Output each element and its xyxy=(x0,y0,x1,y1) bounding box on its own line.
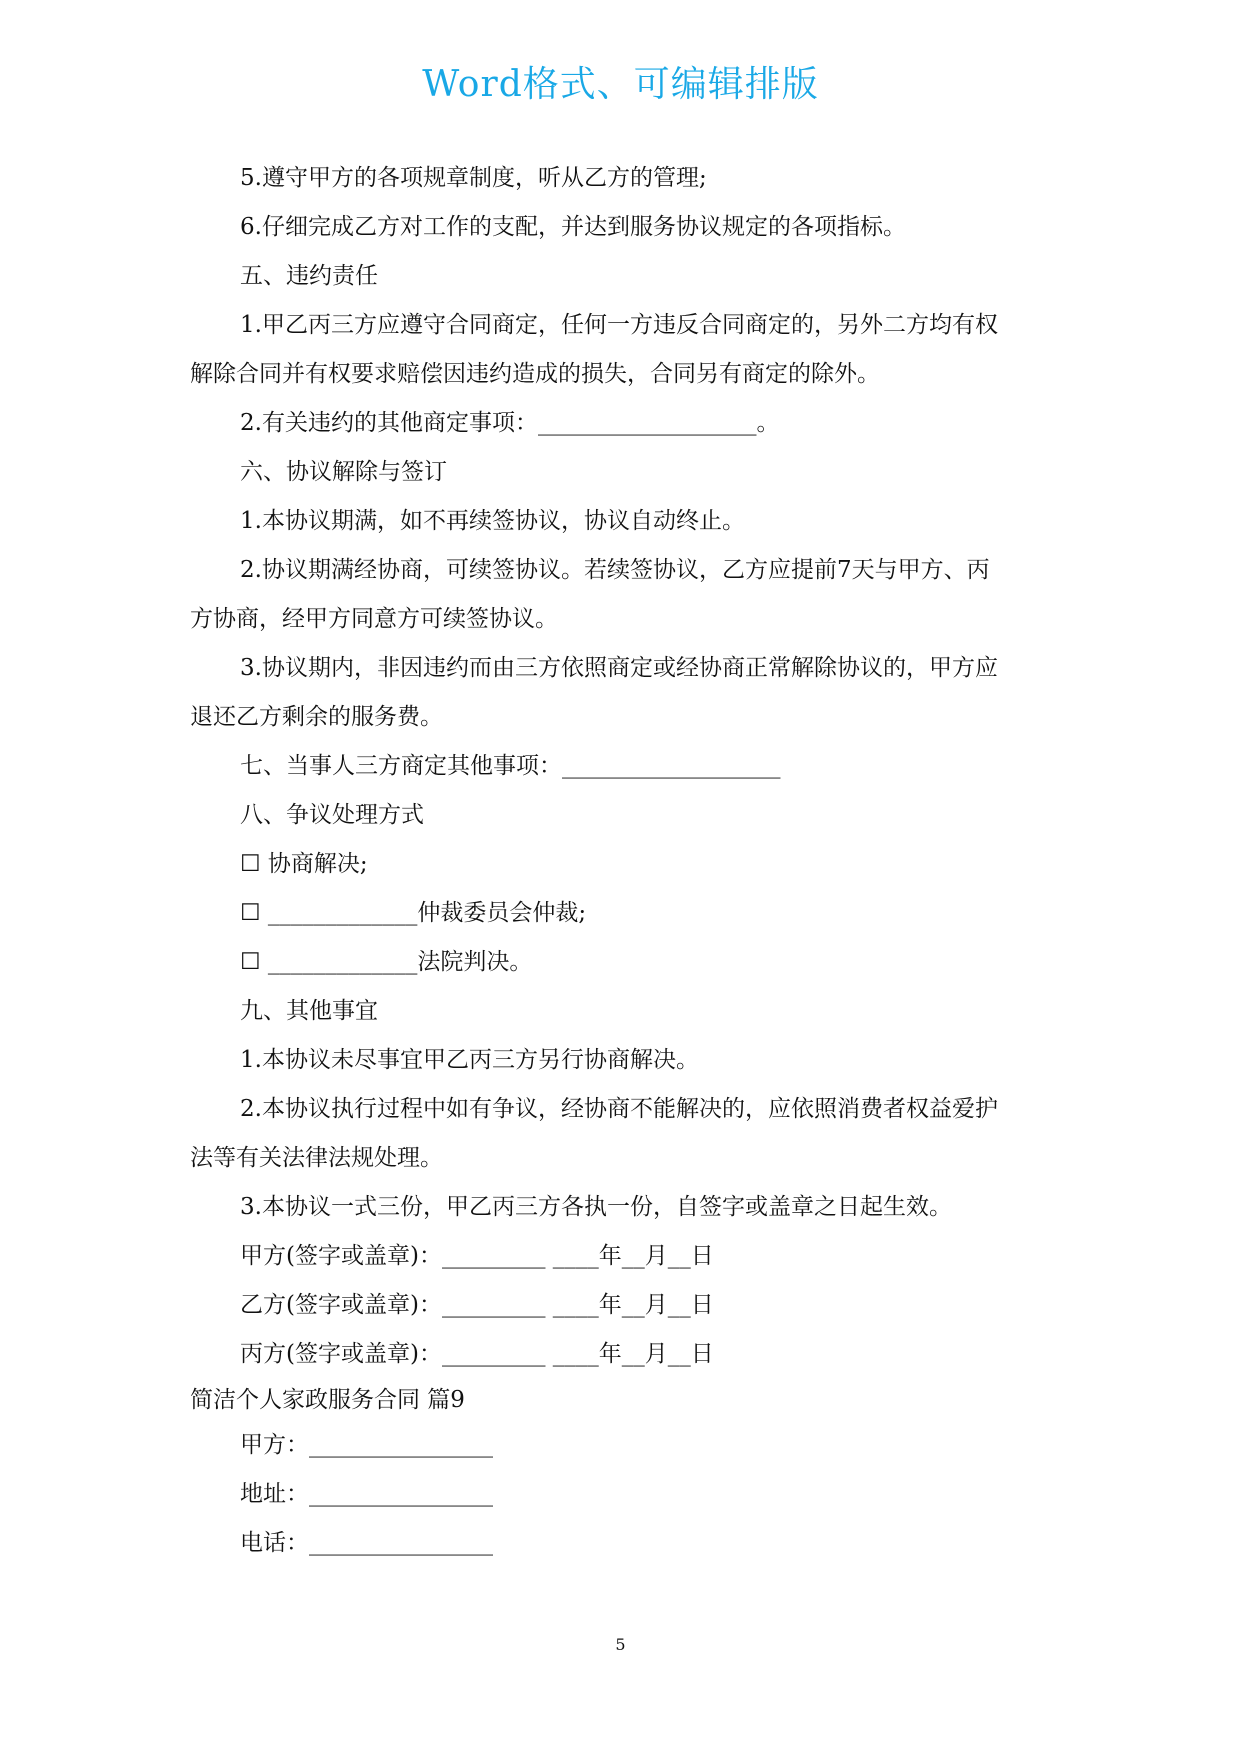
clause-line-continued: 解除合同并有权要求赔偿因违约造成的损失，合同另有商定的除外。 xyxy=(190,361,880,387)
clause-line-continued: 方协商，经甲方同意方可续签协议。 xyxy=(190,606,558,632)
section-heading: 六、协议解除与签订 xyxy=(240,459,447,485)
clause-line: 3.协议期内，非因违约而由三方依照商定或经协商正常解除协议的，甲方应 xyxy=(240,655,998,681)
phone-field: 电话：________________ xyxy=(240,1530,493,1556)
clause-line: 2.本协议执行过程中如有争议，经协商不能解决的，应依照消费者权益爱护 xyxy=(240,1096,998,1122)
checkbox-option: ☐ _____________仲裁委员会仲裁; xyxy=(240,900,587,926)
clause-line: 1.本协议未尽事宜甲乙丙三方另行协商解决。 xyxy=(240,1047,699,1073)
party-field: 甲方：________________ xyxy=(240,1432,493,1458)
clause-line-continued: 退还乙方剩余的服务费。 xyxy=(190,704,443,730)
clause-line: 3.本协议一式三份，甲乙丙三方各执一份，自签字或盖章之日起生效。 xyxy=(240,1194,952,1220)
section-heading: 八、争议处理方式 xyxy=(240,802,424,828)
clause-line: 6.仔细完成乙方对工作的支配，并达到服务协议规定的各项指标。 xyxy=(240,214,906,240)
clause-line-continued: 法等有关法律法规处理。 xyxy=(190,1145,443,1171)
address-field: 地址：________________ xyxy=(240,1481,493,1507)
checkbox-option: ☐ _____________法院判决。 xyxy=(240,949,533,975)
section-heading: 九、其他事宜 xyxy=(240,998,378,1024)
clause-line: 1.本协议期满，如不再续签协议，协议自动终止。 xyxy=(240,508,745,534)
clause-line: 5.遵守甲方的各项规章制度，听从乙方的管理; xyxy=(240,165,707,191)
contract-body xyxy=(190,154,1070,1568)
signature-line: 乙方(签字或盖章)：_________ ____年__月__日 xyxy=(240,1292,714,1318)
page-number: 5 xyxy=(615,1635,626,1654)
signature-line: 甲方(签字或盖章)：_________ ____年__月__日 xyxy=(240,1243,714,1269)
contract-title: 简洁个人家政服务合同 篇9 xyxy=(190,1387,465,1413)
clause-line: 2.协议期满经协商，可续签协议。若续签协议，乙方应提前7天与甲方、丙 xyxy=(240,557,990,583)
section-heading: 五、违约责任 xyxy=(240,263,378,289)
clause-line: 1.甲乙丙三方应遵守合同商定，任何一方违反合同商定的，另外二方均有权 xyxy=(240,312,998,338)
signature-line: 丙方(签字或盖章)：_________ ____年__月__日 xyxy=(240,1341,714,1367)
checkbox-option: ☐ 协商解决; xyxy=(240,851,368,877)
section-heading: 七、当事人三方商定其他事项：___________________ xyxy=(240,753,781,779)
clause-line: 2.有关违约的其他商定事项：___________________。 xyxy=(240,410,780,436)
page-header-title: Word格式、可编辑排版 xyxy=(422,64,819,105)
